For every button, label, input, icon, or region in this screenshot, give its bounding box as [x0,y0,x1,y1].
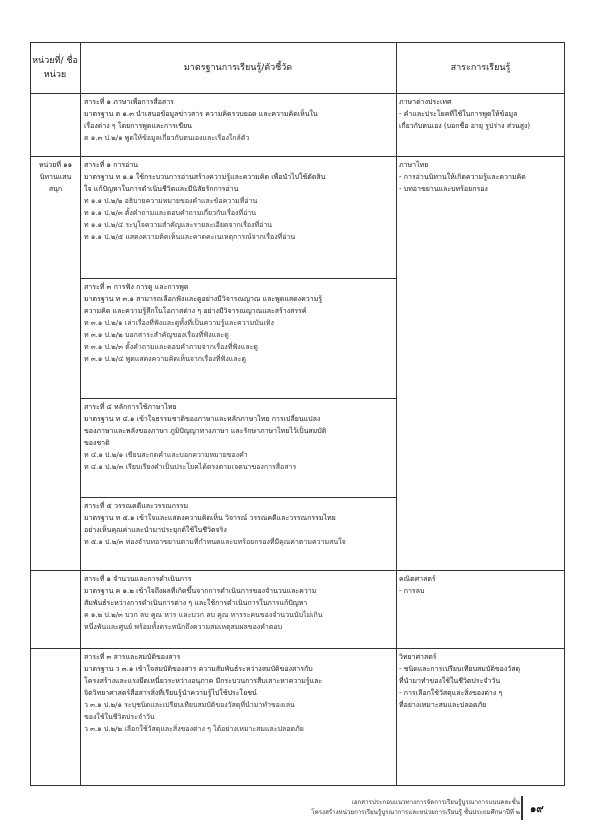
row-divider [30,570,565,571]
row-4-standards: สาระที่ ๔ หลักการใช้ภาษาไทย มาตรฐาน ท ๔.๑ เข้าใจธรรมชาติของภาษาและหลักภาษาไทย การเปลี่ยนแปลง ของภาษาและพลังของภาษา ภูมิปัญญาทางภาษา และรักษาภาษาไทยไว้เป็นสมบัติ ของชาติ ท ๔.๑ ป.๒/๑ เขียนสะกดคำและบอกความหมายของคำ ท ๔.๑ ป.๒/๓ เรียบเรียงคำเป็นประโยคได้ตรงตามเจตนาของการสื่อสาร [84,401,394,501]
row-1-standards: สาระที่ ๑ ภาษาเพื่อการสื่อสาร มาตรฐาน ต ๑.๓ นำเสนอข้อมูลข่าวสาร ความคิดรวบยอด และความคิดเห็นใน เรื่องต่าง ๆ โดยการพูดและการเขียน ต ๑.๓ ป.๒/๑ พูดให้ข้อมูลเกี่ยวกับตนเองและเรื่องใกล้ตัว [84,96,394,156]
subject-label: วิทยาศาสตร์ [399,653,437,661]
strand-title: สาระที่ ๑ จำนวนและการดำเนินการ [84,575,192,583]
header-divider [30,93,565,94]
row-6-content: คณิตศาสตร์ - การลบ [399,573,563,613]
page-number: ๑๙ [530,804,544,815]
row-2-content: ภาษาไทย - การอ่านนิทานให้เกิดความรู้และความคิด - บทอาขยานและบทร้อยกรอง [399,159,563,219]
column-divider-1 [80,42,81,786]
column-divider-2 [396,42,397,786]
row-3-standards: สาระที่ ๓ การฟัง การดู และการพูด มาตรฐาน ท ๓.๑ สามารถเลือกฟังและดูอย่างมีวิจารณญาณ และพูดแสดงความรู้ ความคิด และความรู้สึกในโอกาสต่าง ๆ อย่างมีวิจารณญาณและสร้างสรรค์ ท ๓.๑ ป.๒/๑ เล่าเรื่องที่ฟังและดูทั้งที่เป็นความรู้และความบันเทิง ท ๓.๑ ป.๒/๒ บอกสาระสำคัญของเรื่องที่ฟังและดู ท ๓.๑ ป.๒/๓ ตั้งคำถามและตอบคำถามจากเรื่องที่ฟังและดู ท ๓.๑ ป.๒/๔ พูดแสดงความคิดเห็นจากเรื่องที่ฟังและดู [84,281,394,381]
strand-title: สาระที่ ๑ ภาษาเพื่อการสื่อสาร [84,98,174,106]
footer-separator [521,796,523,820]
row-6-standards: สาระที่ ๑ จำนวนและการดำเนินการ มาตรฐาน ค ๑.๒ เข้าใจถึงผลที่เกิดขึ้นจากการดำเนินการของจำนวนและความ สัมพันธ์ระหว่างการดำเนินการต่าง ๆ และใช้การดำเนินการในการแก้ปัญหา ค ๑.๒ ป.๒/๓ บวก ลบ คูณ หาร และบวก ลบ คูณ หารระคนของจำนวนนับไม่เกิน หนึ่งพันและศูนย์ พร้อมทั้งตระหนักถึงความสมเหตุสมผลของคำตอบ [84,573,394,645]
subject-label: ภาษาไทย [399,161,429,169]
header-unit: หน่วยที่/ ชื่อหน่วย [32,55,78,80]
strand-title: สาระที่ ๑ การอ่าน [84,161,139,169]
curriculum-table [30,42,565,786]
strand-title: สาระที่ ๓ การฟัง การดู และการพูด [84,283,189,291]
row-divider [30,648,565,649]
row-5-standards: สาระที่ ๕ วรรณคดีและวรรณกรรม มาตรฐาน ท ๕.๑ เข้าใจและแสดงความคิดเห็น วิจารณ์ วรรณคดีและวรรณกรรมไทย อย่างเห็นคุณค่าและนำมาประยุกต์ใช้ในชีวิตจริง ท ๕.๑ ป.๒/๓ ท่องจำบทอาขยานตามที่กำหนดและบทร้อยกรองที่มีคุณค่าตามความสนใจ [84,500,394,572]
row-1-content: ภาษาต่างประเทศ - คำและประโยคที่ใช้ในการพูดให้ข้อมูล เกี่ยวกับตนเอง (บอกชื่อ อายุ รูปร่าง ส่วนสูง) [399,96,563,156]
row-divider [80,278,396,279]
row-divider [80,497,396,498]
subject-label: ภาษาต่างประเทศ [399,98,452,106]
page-footer: เอกสารประกอบแนวทางการจัดการเรียนรู้บูรณาการแบบคละชั้น โครงสร้างหน่วยการเรียนรู้บูรณาการและหน่วยการเรียนรู้ ชั้นประถมศึกษาปีที่ ๒ [311,799,520,816]
subject-label: คณิตศาสตร์ [399,575,436,583]
row-2-standards: สาระที่ ๑ การอ่าน มาตรฐาน ท ๑.๑ ใช้กระบวนการอ่านสร้างความรู้และความคิด เพื่อนำไปใช้ตัดสิน ใจ แก้ปัญหาในการดำเนินชีวิตและมีนิสัยรักการอ่าน ท ๑.๑ ป.๒/๒ อธิบายความหมายของคำและข้อความที่อ่าน ท ๑.๑ ป.๒/๓ ตั้งคำถามและตอบคำถามเกี่ยวกับเรื่องที่อ่าน ท ๑.๑ ป.๒/๔ ระบุใจความสำคัญและรายละเอียดจากเรื่องที่อ่าน ท ๑.๑ ป.๒/๕ แสดงความคิดเห็นและคาดคะเนเหตุการณ์จากเรื่องที่อ่าน [84,159,394,277]
header-standards: มาตรฐานการเรียนรู้/ตัวชี้วัด [183,62,293,73]
strand-title: สาระที่ ๓ สารและสมบัติของสาร [84,653,181,661]
row-7-content: วิทยาศาสตร์ - ชนิดและการเปรียบเทียบสมบัติของวัสดุ ที่นำมาทำของใช้ในชีวิตประจำวัน - การเลือกใช้วัสดุและสิ่งของต่าง ๆ ที่อย่างเหมาะสมและปลอดภัย [399,651,563,731]
header-content: สาระการเรียนรู้ [450,62,511,73]
strand-title: สาระที่ ๔ หลักการใช้ภาษาไทย [84,403,177,411]
row-7-standards: สาระที่ ๓ สารและสมบัติของสาร มาตรฐาน ว ๓.๑ เข้าใจสมบัติของสาร ความสัมพันธ์ระหว่างสมบัติของสารกับ โครงสร้างและแรงยึดเหนี่ยวระหว่างอนุภาค มีกระบวนการสืบเสาะหาความรู้และ จิตวิทยาศาสตร์สื่อสารสิ่งที่เรียนรู้นำความรู้ไปใช้ประโยชน์ ว ๓.๑ ป.๒/๑ ระบุชนิดและเปรียบเทียบสมบัติของวัสดุที่นำมาทำของเล่น ของใช้ในชีวิตประจำวัน ว ๓.๑ ป.๒/๒ เลือกใช้วัสดุและสิ่งของต่าง ๆ ได้อย่างเหมาะสมและปลอดภัย [84,651,394,761]
row-divider [80,398,396,399]
strand-title: สาระที่ ๕ วรรณคดีและวรรณกรรม [84,502,189,510]
unit-label: หน่วยที่ ๑๑ นิทานแสน สนุก [38,161,73,193]
row-divider [30,156,565,157]
